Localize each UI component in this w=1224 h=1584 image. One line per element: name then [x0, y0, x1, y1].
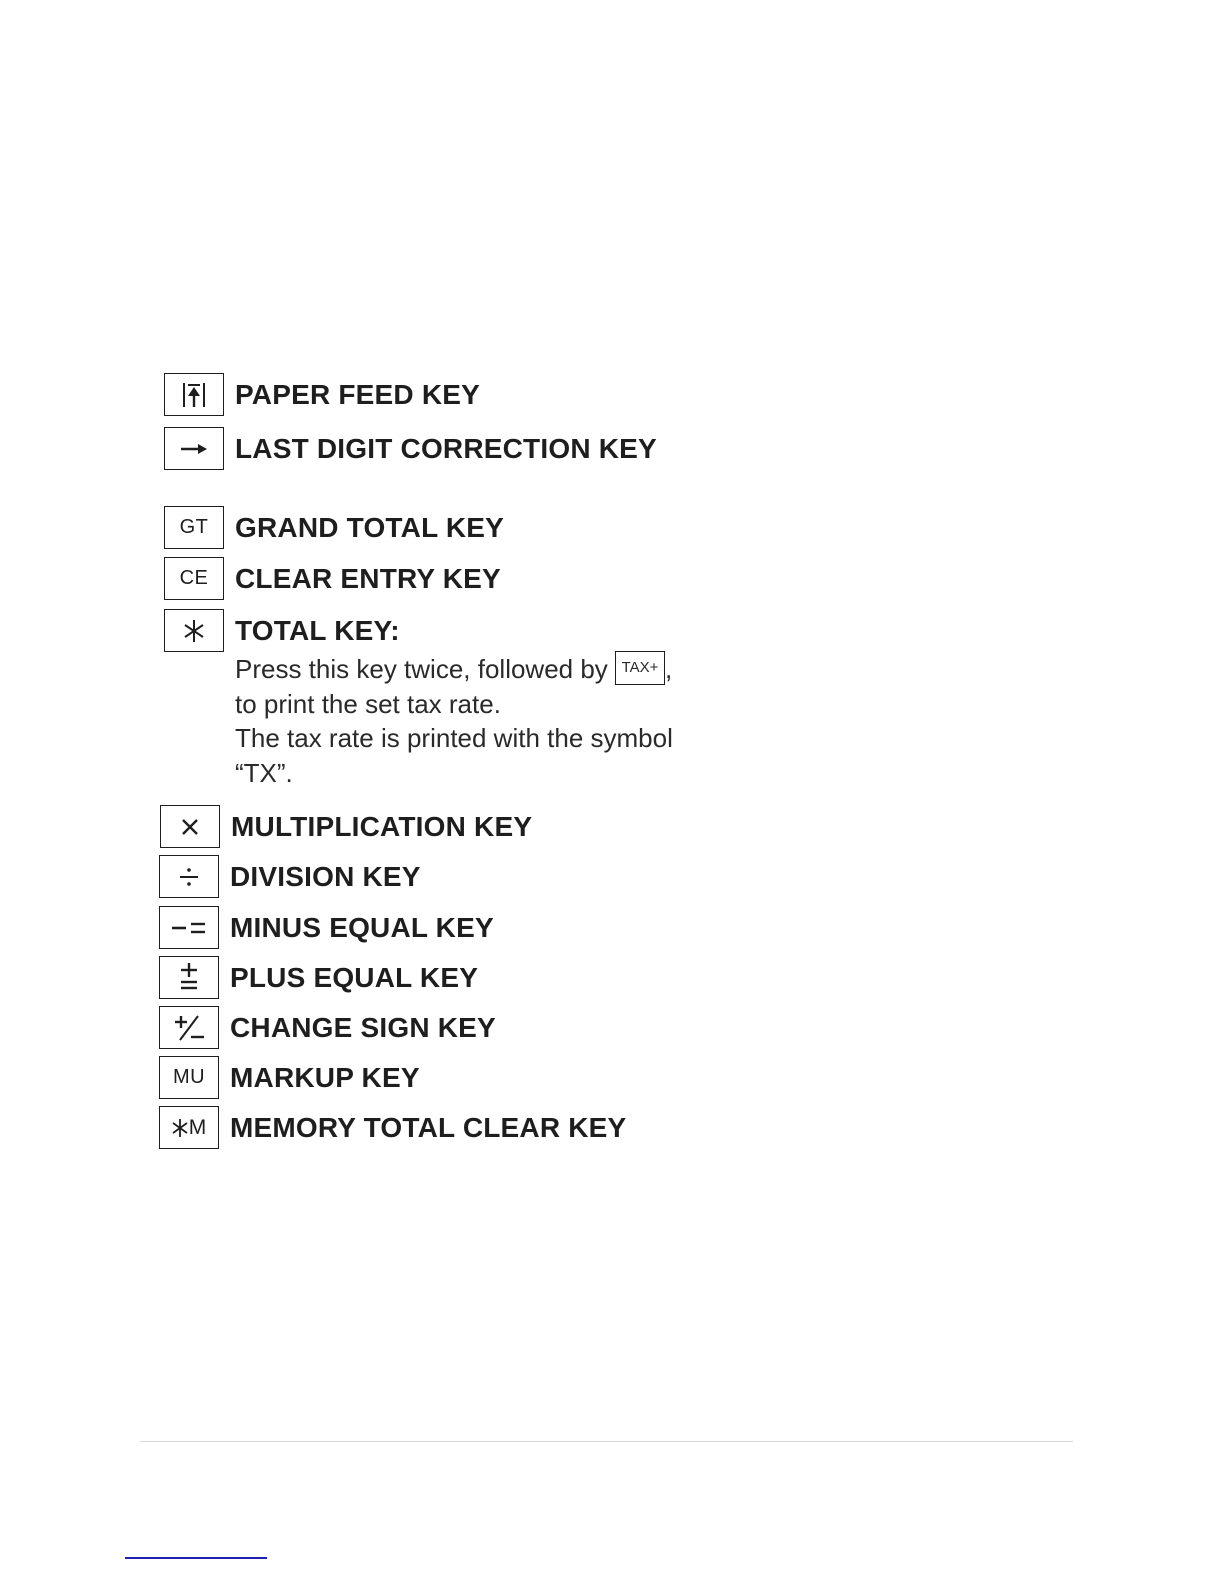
key-row-grand-total: [164, 506, 504, 549]
key-label: GRAND TOTAL KEY: [235, 511, 505, 543]
key-row-clear-entry: [164, 557, 501, 600]
right-arrow-icon: [164, 427, 224, 470]
desc-text: Press this key twice, followed by: [235, 654, 616, 684]
key-label: MEMORY TOTAL CLEAR KEY: [230, 1111, 627, 1143]
key-row-paper-feed: [164, 373, 480, 416]
key-row-change-sign: [159, 1006, 496, 1049]
key-row-division: [159, 855, 421, 898]
tax-plus-key-icon: TAX+: [615, 651, 665, 685]
desc-line-3: The tax rate is printed with the symbol: [235, 723, 673, 753]
key-label: LAST DIGIT CORRECTION KEY: [235, 432, 657, 464]
key-row-last-digit-correction: [164, 427, 657, 470]
key-label: PLUS EQUAL KEY: [230, 961, 479, 993]
desc-line-2: to print the set tax rate.: [235, 688, 501, 719]
key-row-plus-equal: [159, 956, 478, 999]
multiply-icon: [160, 805, 220, 848]
key-label: MARKUP KEY: [230, 1061, 420, 1093]
footer-link-underline: [125, 1557, 267, 1559]
mu-key-icon: MU: [159, 1056, 219, 1099]
key-row-multiplication: [160, 805, 532, 848]
key-label: TOTAL KEY:: [235, 614, 400, 646]
key-label: MULTIPLICATION KEY: [231, 810, 533, 842]
key-row-minus-equal: [159, 906, 494, 949]
desc-line-4: “TX”.: [235, 757, 293, 788]
total-key-description: [235, 652, 673, 790]
key-label: MINUS EQUAL KEY: [230, 911, 494, 943]
footer-divider: [140, 1441, 1073, 1442]
paper-feed-icon: [164, 373, 224, 416]
desc-line-1: [235, 652, 673, 687]
key-label: DIVISION KEY: [230, 860, 421, 892]
plus-equal-icon: [159, 956, 219, 999]
key-row-memory-total-clear: [159, 1106, 626, 1149]
minus-equal-icon: [159, 906, 219, 949]
asterisk-icon: [164, 609, 224, 652]
gt-key-icon: GT: [164, 506, 224, 549]
desc-text: ,: [665, 654, 673, 684]
key-row-total: [164, 609, 400, 652]
ce-key-icon: CE: [164, 557, 224, 600]
memory-key-symbol: M: [188, 1115, 207, 1139]
key-row-markup: [159, 1056, 420, 1099]
plus-minus-icon: [159, 1006, 219, 1049]
divide-icon: [159, 855, 219, 898]
key-label: CLEAR ENTRY KEY: [235, 562, 501, 594]
key-label: CHANGE SIGN KEY: [230, 1011, 496, 1043]
key-label: PAPER FEED KEY: [235, 378, 480, 410]
memory-total-icon: [159, 1106, 219, 1149]
